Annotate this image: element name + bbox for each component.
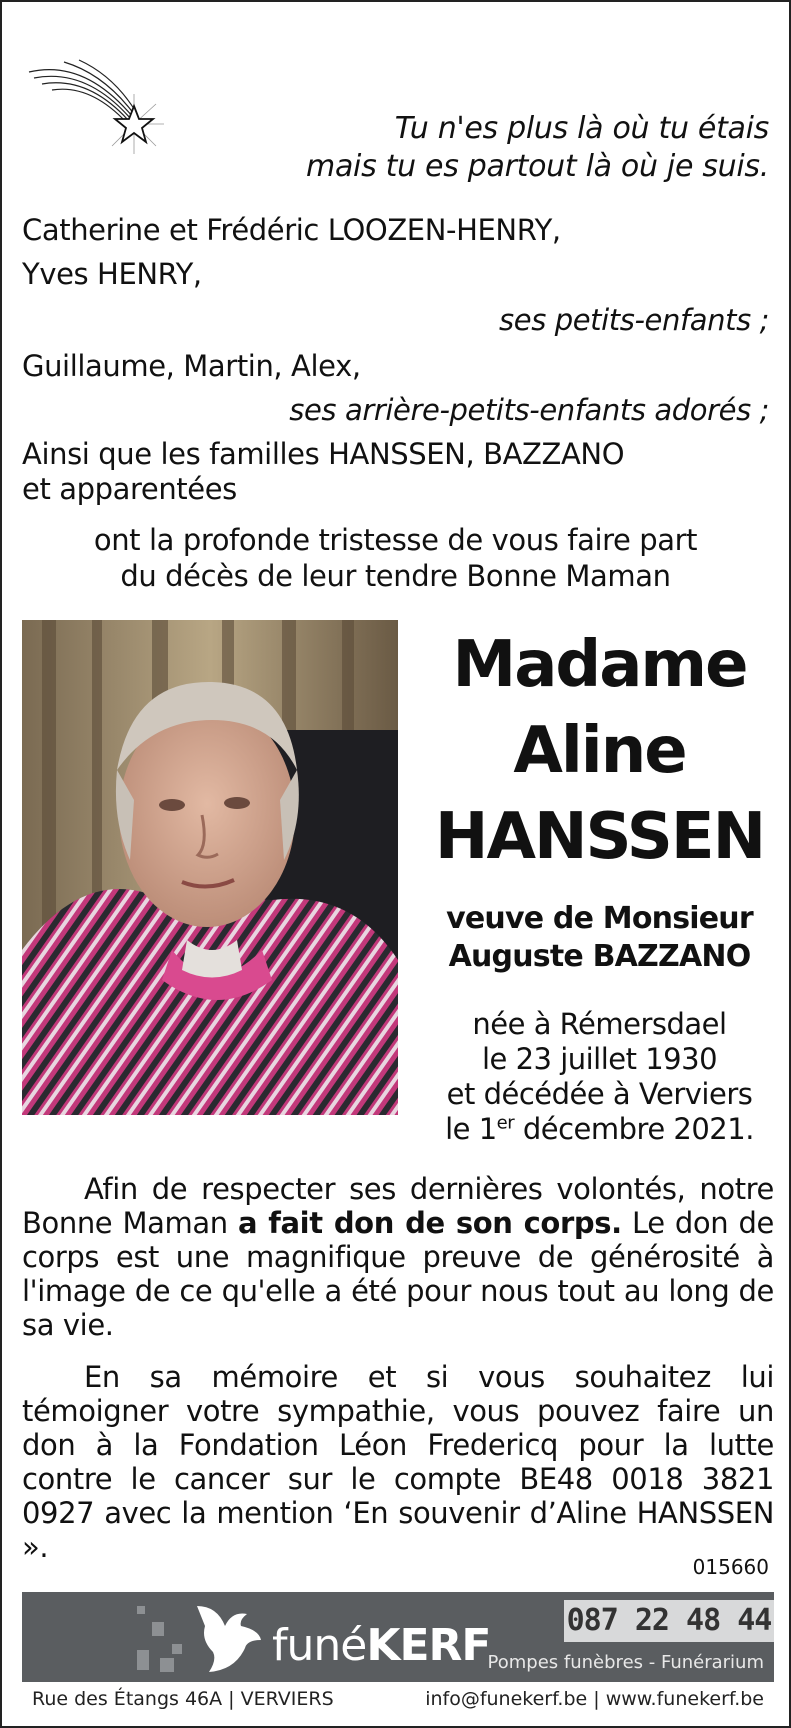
widow-line-2: Auguste BAZZANO	[448, 939, 751, 974]
logo-light-part: funé	[272, 1620, 367, 1671]
family-role-2: ses arrière-petits-enfants adorés ;	[289, 393, 769, 427]
birth-date: le 23 juillet 1930	[481, 1042, 718, 1076]
death-date-ordinal: er	[496, 1112, 515, 1134]
funeral-home-tagline: Pompes funèbres - Funérarium	[487, 1652, 764, 1673]
funeral-home-contact: info@funekerf.be | www.funekerf.be	[425, 1688, 764, 1710]
reference-number: 015660	[692, 1555, 769, 1579]
death-place: et décédée à Verviers	[446, 1077, 753, 1111]
death-date-rest: décembre 2021.	[514, 1112, 754, 1146]
quote-line-1: Tu n'es plus là où tu étais	[394, 111, 769, 146]
announcement-line-2: du décès de leur tendre Bonne Maman	[120, 559, 671, 593]
family-role-1: ses petits-enfants ;	[499, 303, 769, 337]
funeral-home-banner	[22, 1592, 774, 1682]
phone-number: 087 22 48 44	[564, 1600, 774, 1642]
dove-icon	[187, 1596, 267, 1676]
paragraph-1-rest: Le don de corps est une magnifique preuve de générosité à l'image de ce qu'elle a été pour nous tout au long de sa vie.	[22, 1206, 774, 1342]
portrait-photo	[22, 620, 398, 1115]
family-line-2: Yves HENRY,	[22, 257, 202, 291]
funeral-home-logo	[272, 1620, 490, 1671]
widow-line-1: veuve de Monsieur	[446, 901, 753, 936]
widow-info	[422, 900, 777, 976]
deceased-title: Madame	[452, 628, 747, 702]
paragraph-1-emphasis: a fait don de son corps.	[237, 1206, 622, 1240]
deceased-name	[422, 622, 777, 880]
family-line-4: Ainsi que les familles HANSSEN, BAZZANO	[22, 437, 625, 471]
deceased-first-name: Aline	[513, 714, 686, 788]
logo-bold-part: KERF	[366, 1620, 491, 1671]
family-line-1: Catherine et Frédéric LOOZEN-HENRY,	[22, 213, 561, 247]
birth-place: née à Rémersdael	[472, 1007, 727, 1041]
birth-death-info	[422, 1007, 777, 1147]
paragraph-body-donation	[22, 1172, 774, 1342]
paragraph-2-text: En sa mémoire et si vous souhaitez lui témoigner votre sympathie, vous pouvez faire un don à la Fondation Léon Fredericq pour la lutte contre le cancer sur le compte BE48 0018 3821 0927 avec la mention ‘En souvenir d’Aline HANSSEN ».	[22, 1360, 774, 1564]
family-line-5: et apparentées	[22, 472, 237, 506]
death-date	[422, 1112, 777, 1147]
deceased-last-name: HANSSEN	[434, 800, 765, 874]
announcement-line-1: ont la profonde tristesse de vous faire part	[93, 523, 698, 557]
paragraph-1-intro: Afin de respecter ses dernières volontés, notre Bonne Maman	[22, 1172, 774, 1240]
quote-line-2: mais tu es partout là où je suis.	[306, 149, 769, 184]
funeral-home-address: Rue des Étangs 46A | VERVIERS	[32, 1688, 334, 1710]
family-line-3: Guillaume, Martin, Alex,	[22, 349, 361, 383]
paragraph-memorial-donation	[22, 1360, 774, 1564]
death-date-prefix: le 1	[445, 1112, 497, 1146]
epitaph-quote	[119, 110, 769, 186]
